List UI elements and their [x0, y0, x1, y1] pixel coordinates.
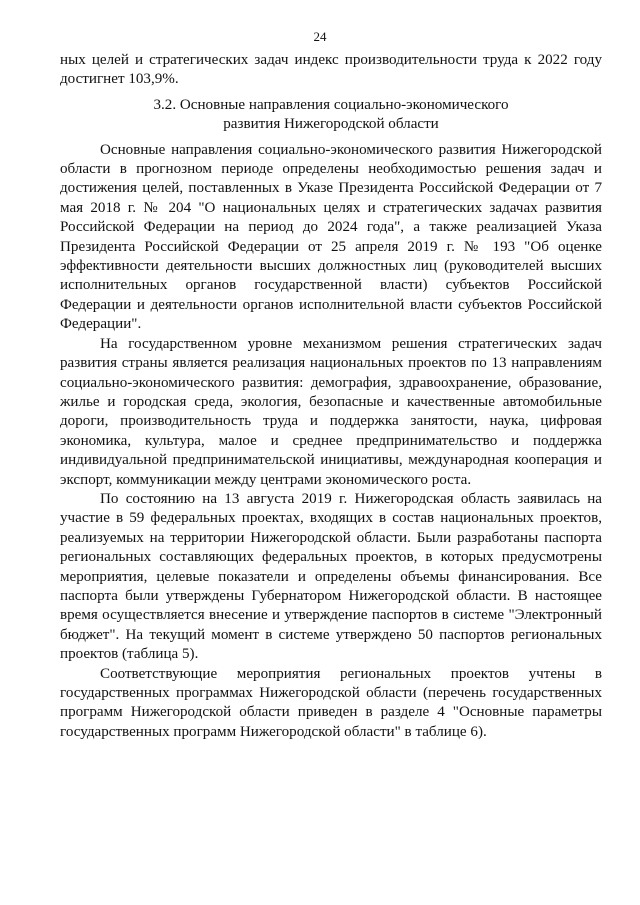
paragraph-state-programs: Соответствующие мероприятия региональных проектов учтены в государственных программах Нижегородской области (перечень государственных программ Нижегородской области приведен в разделе 4 "Основные параметры государственных программ Нижегородской области" в таблице 6).	[60, 665, 602, 740]
section-heading-line-1: 3.2. Основные направления социально-экономического	[153, 96, 509, 113]
paragraph-intro: ных целей и стратегических задач индекс производительности труда к 2022 году достигнет 103,9%.	[60, 52, 602, 88]
paragraph-national-projects: На государственном уровне механизмом решения стратегических задач развития страны является реализация национальных проектов по 13 направлениям социально-экономического развития: демография, здравоохранение, образование, жилье и городская среда, экология, безопасные и качественные автомобильные дороги, производительность труда и поддержка занятости, наука, цифровая экономика, культура, малое и среднее предпринимательство и поддержка индивидуальной предпринимательской инициативы, международная кооперация и экспорт, коммуникации между центрами экономического роста.	[60, 335, 602, 488]
section-heading-line-2: развития Нижегородской области	[223, 116, 439, 133]
section-heading	[60, 96, 602, 135]
paragraph-federal-projects-status: По состоянию на 13 августа 2019 г. Нижегородская область заявилась на участие в 59 федеральных проектах, входящих в состав национальных проектов, реализуемых на территории Нижегородской области. Были разработаны паспорта региональных составляющих федеральных проектов, в которых предусмотрены мероприятия, целевые показатели и определены объемы финансирования. Все паспорта были утверждены Губернатором Нижегородской области. В настоящее время осуществляется внесение и утверждение паспортов в системе "Электронный бюджет". На текущий момент в системе утверждено 50 паспортов региональных проектов (таблица 5).	[60, 490, 602, 663]
paragraph-main-directions: Основные направления социально-экономического развития Нижегородской области в прогнозном периоде определены необходимостью решения задач и достижения целей, поставленных в Указе Президента Российской Федерации от 7 мая 2018 г. № 204 "О национальных целях и стратегических задачах развития Российской Федерации на период до 2024 года", а также реализацией Указа Президента Российской Федерации от 25 апреля 2019 г. № 193 "Об оценке эффективности деятельности высших должностных лиц (руководителей высших исполнительных органов государственной власти) субъектов Российской Федерации и деятельности органов исполнительной власти субъектов Российской Федерации".	[60, 141, 602, 333]
page-body	[60, 51, 602, 742]
page-number: 24	[313, 29, 327, 44]
